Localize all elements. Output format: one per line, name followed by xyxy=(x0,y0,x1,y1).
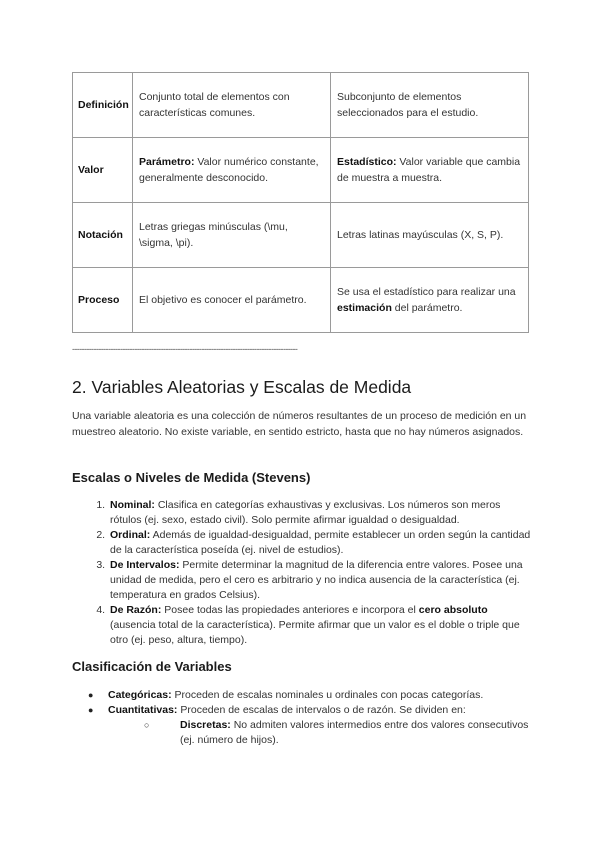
list-item: ● Categóricas: Proceden de escalas nominales u ordinales con pocas categorías. xyxy=(88,689,484,701)
classification-list xyxy=(72,688,532,748)
table-row xyxy=(73,268,529,333)
row-header: Notación xyxy=(73,203,133,268)
table-cell: Subconjunto de elementos seleccionados para el estudio. xyxy=(331,73,529,138)
section-title: 2. Variables Aleatorias y Escalas de Medida xyxy=(72,377,412,397)
sub-list xyxy=(108,718,532,748)
classification-heading: Clasificación de Variables xyxy=(72,659,232,674)
bullet-icon: ● xyxy=(88,690,94,700)
comparison-table xyxy=(72,72,529,333)
hollow-bullet-icon: ○ xyxy=(144,720,150,730)
intro-paragraph: Una variable aleatoria es una colección de números resultantes de un proceso de medición en un muestreo aleatorio. No existe variable, en sentido estricto, hasta que no hay números asignados. xyxy=(72,410,527,438)
list-item: 2. Ordinal: Además de igualdad-desigualdad, permite establecer un orden según la cantidad de la característica poseída (ej. nivel de estudios). xyxy=(108,528,532,558)
table-cell: Letras griegas minúsculas (\mu, \sigma, \pi). xyxy=(133,203,331,268)
row-header: Proceso xyxy=(73,268,133,333)
list-item: 4. De Razón: Posee todas las propiedades anteriores e incorpora el cero absoluto (ausencia total de la característica). Permite afirmar que un valor es el doble o triple que otro (ej. peso, altura, tiempo). xyxy=(108,603,532,648)
bullet-icon: ● xyxy=(88,705,94,715)
table-row xyxy=(73,138,529,203)
table-row xyxy=(73,203,529,268)
list-item: 3. De Intervalos: Permite determinar la magnitud de la diferencia entre valores. Posee una unidad de medida, pero el cero es arbitrario y no indica ausencia de la característica (ej. temperatura en grados Celsius). xyxy=(108,558,532,603)
row-header: Valor xyxy=(73,138,133,203)
table-cell: Letras latinas mayúsculas (X, S, P). xyxy=(331,203,529,268)
list-item: 1. Nominal: Clasifica en categorías exhaustivas y exclusivas. Los números son meros rótulos (ej. sexo, estado civil). Solo permite afirmar igualdad o desigualdad. xyxy=(108,498,532,528)
table-cell: Conjunto total de elementos con características comunes. xyxy=(133,73,331,138)
row-header: Definición xyxy=(73,73,133,138)
scales-heading: Escalas o Niveles de Medida (Stevens) xyxy=(72,470,311,485)
table-cell: Parámetro: Valor numérico constante, generalmente desconocido. xyxy=(133,138,331,203)
separator-line: ---------------------------------------------------------------------------------------------- xyxy=(72,344,298,354)
table-cell: Se usa el estadístico para realizar una estimación del parámetro. xyxy=(331,268,529,333)
table-cell: El objetivo es conocer el parámetro. xyxy=(133,268,331,333)
table-row xyxy=(73,73,529,138)
scales-list xyxy=(72,498,532,648)
list-item: ○ Discretas: No admiten valores intermedios entre dos valores consecutivos (ej. número de hijos). xyxy=(144,719,529,746)
list-item: ● Cuantitativas: Proceden de escalas de intervalos o de razón. Se dividen en: ○ Discretas: No admiten valores intermedios entre dos valores consecutivos (ej. número de hijos). xyxy=(72,703,532,748)
table-cell: Estadístico: Valor variable que cambia de muestra a muestra. xyxy=(331,138,529,203)
